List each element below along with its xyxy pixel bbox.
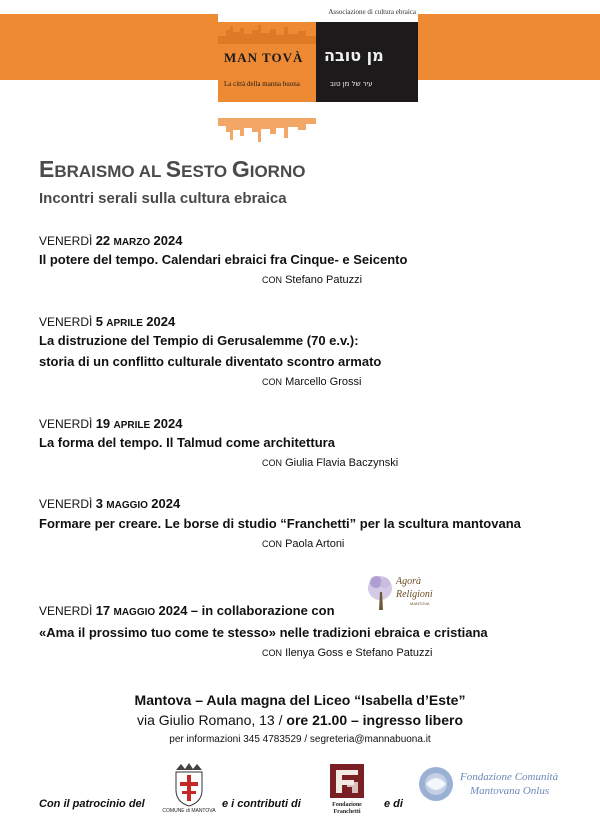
page-subtitle: Incontri serali sulla cultura ebraica <box>39 190 287 207</box>
e-di-label: e di <box>384 798 403 810</box>
event-speaker: CON Giulia Flavia Baczynski <box>262 457 399 469</box>
event-date: VENERDÌ 17 MAGGIO 2024 – in collaborazione con <box>39 603 335 618</box>
comunita-emblem-icon <box>418 764 588 804</box>
venue-address: via Giulio Romano, 13 / ore 21.00 – ingresso libero <box>136 712 464 728</box>
event-title: Formare per creare. Le borse di studio “Franchetti” per la scultura mantovana <box>39 516 521 531</box>
event-title: La forma del tempo. Il Talmud come architettura <box>39 435 335 450</box>
logo-hebrew-text: מן טובה <box>324 46 384 65</box>
svg-text:MANTOVA: MANTOVA <box>410 601 430 606</box>
event-speaker: CON Marcello Grossi <box>262 376 362 388</box>
contributi-label: e i contributi di <box>222 798 301 810</box>
event-speaker: CON Stefano Patuzzi <box>262 274 363 286</box>
tree-icon <box>366 570 444 614</box>
logo-latin-text: MAN TOVÀ <box>224 50 304 65</box>
event-speaker: CON Paola Artoni <box>262 538 345 550</box>
event-title: «Ama il prossimo tuo come te stesso» nelle tradizioni ebraica e cristiana <box>39 625 488 640</box>
logo-latin-sub: La città della manna buona <box>224 80 300 88</box>
event-date: VENERDÌ 5 APRILE 2024 <box>39 314 176 329</box>
logo-right-panel <box>316 22 418 102</box>
svg-text:Fondazione: Fondazione <box>332 802 362 808</box>
fondazione-comunita-logo <box>418 764 588 804</box>
mantova-logo <box>218 6 418 126</box>
event-title: Il potere del tempo. Calendari ebraici fra Cinque- e Seicento <box>39 252 408 267</box>
venue-title: Mantova – Aula magna del Liceo “Isabella d’Este” <box>134 692 466 708</box>
logo-hebrew-sub: עיר של מן טוב <box>330 80 373 88</box>
agora-religioni-logo <box>366 570 444 614</box>
svg-text:Fondazione Comunità: Fondazione Comunità <box>460 771 559 783</box>
skyline-reflection-icon <box>218 118 316 144</box>
city-skyline-icon <box>218 24 316 44</box>
event-speaker: CON Ilenya Goss e Stefano Patuzzi <box>262 647 433 659</box>
association-label: Associazione di cultura ebraica <box>328 8 416 16</box>
franchetti-emblem-icon <box>322 762 372 816</box>
svg-text:Franchetti: Franchetti <box>333 809 361 815</box>
page-title: EBRAISMO AL SESTO GIORNO <box>39 156 306 182</box>
fondazione-franchetti-logo <box>322 762 372 816</box>
event-title: La distruzione del Tempio di Gerusalemme (70 e.v.): <box>39 333 359 348</box>
venue-info: per informazioni 345 4783529 / segreteria@mannabuona.it <box>169 734 431 745</box>
svg-text:Mantovana Onlus: Mantovana Onlus <box>470 785 550 797</box>
event-date: VENERDÌ 22 MARZO 2024 <box>39 233 183 248</box>
logo-left-panel <box>218 22 316 102</box>
event-date: VENERDÌ 19 APRILE 2024 <box>39 416 183 431</box>
city-crest-icon <box>162 762 216 814</box>
event-title-line2: storia di un conflitto culturale diventato scontro armato <box>39 354 382 369</box>
comune-mantova-logo <box>162 762 216 814</box>
svg-text:Religioni: Religioni <box>396 589 433 600</box>
svg-text:Agorà: Agorà <box>396 576 421 587</box>
patrocinio-label: Con il patrocinio del <box>39 798 145 810</box>
event-date: VENERDÌ 3 MAGGIO 2024 <box>39 496 181 511</box>
svg-text:COMUNE di MANTOVA: COMUNE di MANTOVA <box>162 808 216 814</box>
